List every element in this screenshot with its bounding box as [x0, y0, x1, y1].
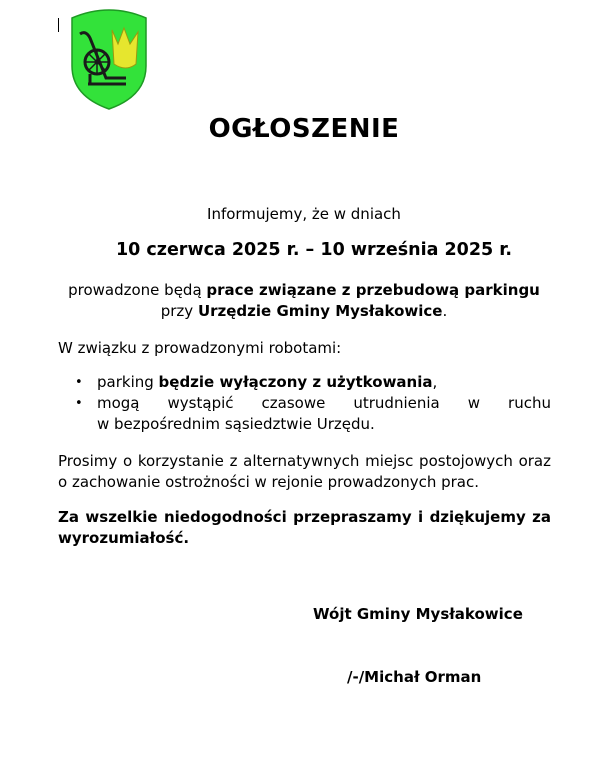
bullet-icon: •	[75, 375, 83, 390]
text-cursor	[58, 18, 59, 32]
list-item	[58, 393, 551, 435]
list-item-line-1: mogą wystąpić czasowe utrudnienia w ruchu	[97, 394, 551, 412]
list-item: • parking będzie wyłączony z użytkowania,	[75, 373, 438, 391]
bullet-list	[58, 372, 551, 435]
works-line-1: prowadzone będą prace związane z przebudową parkingu	[68, 281, 540, 299]
list-item-line-2: w bezpośrednim sąsiedztwie Urzędu.	[97, 415, 375, 433]
signature-role: Wójt Gminy Mysłakowice	[313, 605, 523, 623]
bullet-icon: •	[75, 396, 83, 411]
signature-name: /-/Michał Orman	[347, 668, 482, 686]
dates-text: 10 czerwca 2025 r. – 10 września 2025 r.	[115, 240, 513, 260]
apology-paragraph: Za wszelkie niedogodności przepraszamy i dziękujemy za wyrozumiałość.	[58, 508, 551, 547]
works-line-2: przy Urzędzie Gminy Mysłakowice.	[160, 302, 448, 320]
intro-text: Informujemy, że w dniach	[207, 205, 401, 223]
page-title: OGŁOSZENIE	[208, 114, 400, 144]
request-paragraph: Prosimy o korzystanie z alternatywnych miejsc postojowych oraz o zachowanie ostrożności w rejonie prowadzonych prac.	[58, 452, 551, 491]
robots-intro: W związku z prowadzonymi robotami:	[58, 339, 342, 357]
coat-of-arms-icon	[66, 8, 152, 110]
